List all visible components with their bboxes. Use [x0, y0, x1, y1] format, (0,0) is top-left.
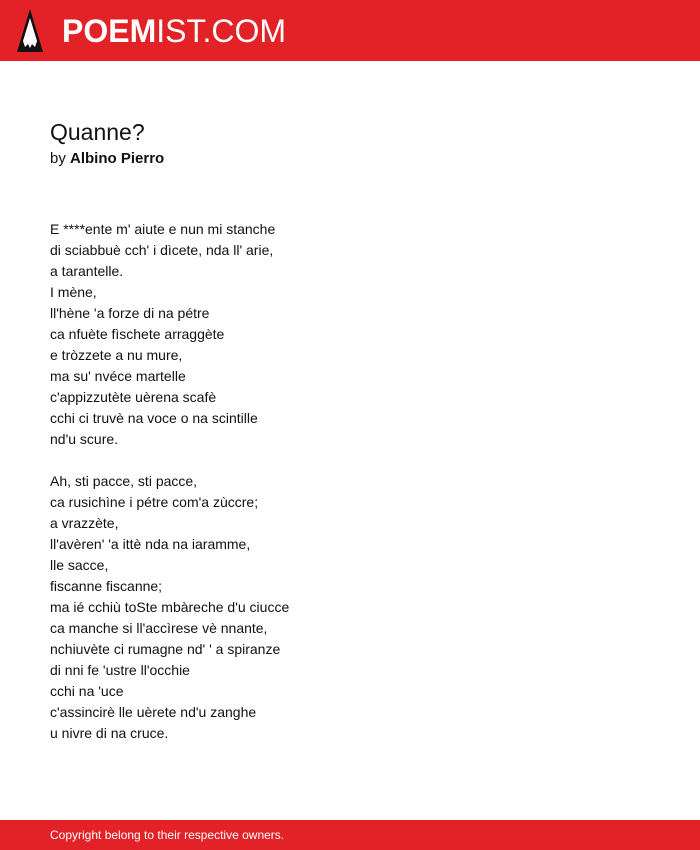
poem-line: E ****ente m' aiute e nun mi stanche — [50, 221, 276, 237]
poem-line: u nivre di na cruce. — [50, 725, 169, 741]
poem-line: a tarantelle. — [50, 263, 124, 279]
poem-line: ca nfuète fìschete arraggète — [50, 326, 225, 342]
poem-line: cchi na 'uce — [50, 683, 124, 699]
copyright-notice: Copyright belong to their respective owners. — [50, 828, 285, 842]
by-label: by — [50, 150, 66, 167]
site-footer — [0, 820, 700, 850]
poem-line: ll'avèren' 'a ittè nda na iaramme, — [50, 536, 251, 552]
logo-text-light: IST.COM — [156, 13, 287, 49]
poem-line: ma su' nvéce martelle — [50, 368, 186, 384]
poem-line: I mène, — [50, 284, 97, 300]
poem-stanza — [50, 219, 650, 450]
poem-line: e tròzzete a nu mure, — [50, 347, 183, 363]
poem-line: ca rusichìne i pétre com'a zùccre; — [50, 494, 259, 510]
poem-line: nchiuvète ci rumagne nd' ' a spiranze — [50, 641, 281, 657]
poem-title: Quanne? — [50, 119, 145, 145]
poem-line: ma ié cchiù toSte mbàreche d'u ciucce — [50, 599, 290, 615]
poem-stanza — [50, 471, 650, 744]
site-header — [0, 0, 700, 61]
poem-line: c'assincirè lle uèrete nd'u zanghe — [50, 704, 257, 720]
poem-line: lle sacce, — [50, 557, 109, 573]
poem-line: c'appizzutète uèrena scafè — [50, 389, 217, 405]
poem-byline — [50, 149, 164, 169]
site-logo[interactable] — [62, 11, 286, 51]
poem-author: Albino Pierro — [70, 150, 165, 167]
poem-line: nd'u scure. — [50, 431, 119, 447]
poem-body — [50, 219, 650, 765]
poem-line: ll'hène 'a forze di na pétre — [50, 305, 210, 321]
poem-line: ca manche si ll'accìrese vè nnante, — [50, 620, 268, 636]
pencil-logo-icon[interactable] — [17, 9, 43, 52]
poem-line: fiscanne fiscanne; — [50, 578, 163, 594]
logo-text-bold: POEM — [62, 13, 157, 49]
poem-line: di nni fe 'ustre ll'occhie — [50, 662, 190, 678]
poem-line: cchi ci truvè na voce o na scintille — [50, 410, 258, 426]
poem-line: Ah, sti pacce, sti pacce, — [50, 473, 198, 489]
poem-line: a vrazzète, — [50, 515, 119, 531]
poem-line: di sciabbuè cch' i dìcete, nda ll' arie, — [50, 242, 274, 258]
